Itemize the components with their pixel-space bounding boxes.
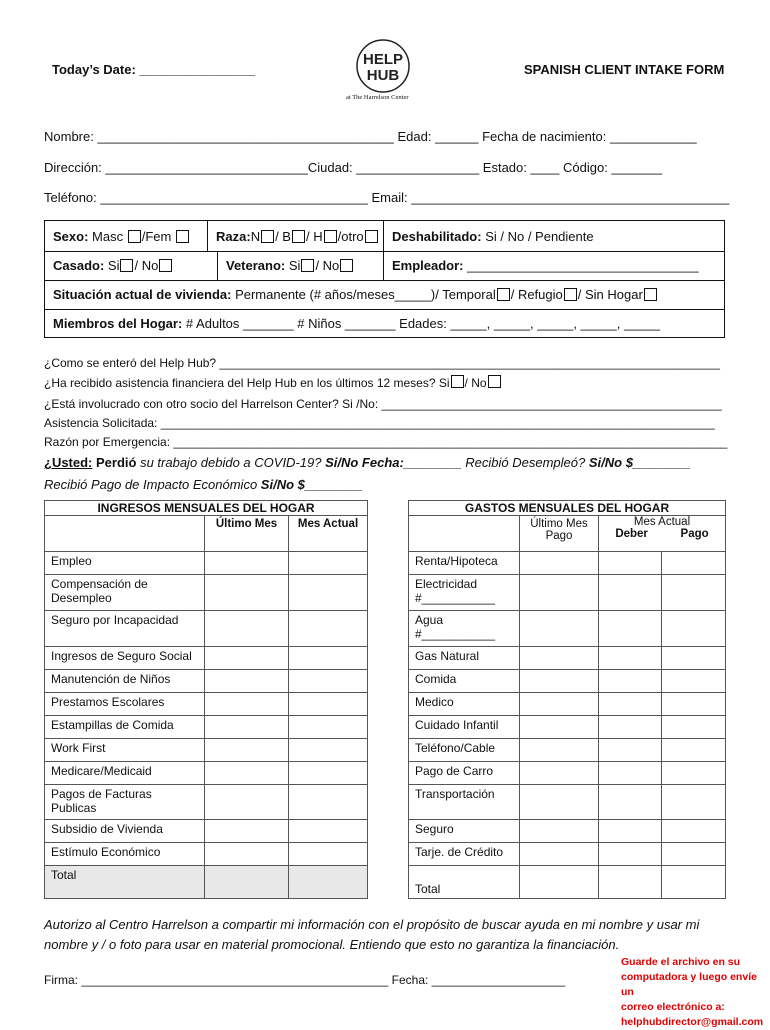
- row-label: Pagos de Facturas Publicas: [45, 785, 205, 820]
- row-label: Electricidad #___________: [409, 575, 520, 611]
- amount-cell[interactable]: [599, 693, 662, 716]
- help-hub-logo: [350, 36, 416, 102]
- table-row: [409, 762, 726, 785]
- table-row: [409, 866, 726, 899]
- amount-cell[interactable]: [662, 843, 726, 866]
- telefono-line[interactable]: Teléfono: _____________________________________ Email: ____________________________________________: [44, 190, 730, 205]
- row-label: Subsidio de Vivienda: [45, 820, 205, 843]
- empleador-cell[interactable]: Empleador: ________________________________: [383, 251, 724, 280]
- amount-cell[interactable]: [520, 843, 599, 866]
- expense-col-mes-actual: Mes Actual Deber Pago: [599, 516, 726, 552]
- amount-cell[interactable]: [205, 575, 289, 611]
- table-row: [45, 693, 368, 716]
- amount-cell[interactable]: [289, 762, 368, 785]
- table-row: [45, 611, 368, 647]
- raza-cell: Raza: N / B / H /otro: [207, 221, 383, 251]
- amount-cell[interactable]: [289, 820, 368, 843]
- table-row: [45, 716, 368, 739]
- amount-cell[interactable]: [599, 762, 662, 785]
- amount-cell[interactable]: [520, 785, 599, 820]
- raza-n-checkbox[interactable]: [261, 230, 274, 243]
- amount-cell[interactable]: [599, 785, 662, 820]
- amount-cell[interactable]: [599, 647, 662, 670]
- amount-cell[interactable]: [289, 575, 368, 611]
- amount-cell[interactable]: [289, 670, 368, 693]
- expense-table-title: GASTOS MENSUALES DEL HOGAR: [409, 501, 726, 516]
- row-label: Comida: [409, 670, 520, 693]
- amount-cell[interactable]: [289, 843, 368, 866]
- amount-cell[interactable]: [205, 739, 289, 762]
- table-row: [409, 611, 726, 647]
- veterano-no-checkbox[interactable]: [340, 259, 353, 272]
- amount-cell[interactable]: [599, 866, 662, 899]
- fem-checkbox[interactable]: [176, 230, 189, 243]
- table-row: [45, 739, 368, 762]
- masc-checkbox[interactable]: [128, 230, 141, 243]
- amount-cell[interactable]: [205, 843, 289, 866]
- amount-cell[interactable]: [599, 820, 662, 843]
- sin-hogar-checkbox[interactable]: [644, 288, 657, 301]
- nombre-line[interactable]: Nombre: _________________________________________ Edad: ______ Fecha de nacimiento: ____________: [44, 129, 697, 144]
- row-label: Medicare/Medicaid: [45, 762, 205, 785]
- amount-cell[interactable]: [205, 670, 289, 693]
- amount-cell[interactable]: [205, 716, 289, 739]
- vivienda-cell: Situación actual de vivienda: Permanente (# años/meses_____)/ Temporal / Refugio / Sin Hogar: [45, 280, 724, 309]
- refugio-checkbox[interactable]: [564, 288, 577, 301]
- amount-cell[interactable]: [289, 785, 368, 820]
- table-row: [409, 647, 726, 670]
- amount-cell[interactable]: [599, 611, 662, 647]
- amount-cell[interactable]: [205, 762, 289, 785]
- row-label: Compensación de Desempleo: [45, 575, 205, 611]
- amount-cell[interactable]: [662, 866, 726, 899]
- table-row: [409, 670, 726, 693]
- table-row: [409, 785, 726, 820]
- amount-cell[interactable]: [520, 611, 599, 647]
- logo-caption: at The Harrelson Center: [346, 94, 409, 101]
- q-asistencia-previa: ¿Ha recibido asistencia financiera del Help Hub en los últimos 12 meses? Si / No: [44, 375, 724, 390]
- table-row: [45, 820, 368, 843]
- amount-cell[interactable]: [205, 552, 289, 575]
- logo-help-text: HELP: [362, 51, 404, 68]
- table-row: [409, 843, 726, 866]
- row-label: Prestamos Escolares: [45, 693, 205, 716]
- row-label: Gas Natural: [409, 647, 520, 670]
- row-label: Total: [45, 866, 205, 899]
- amount-cell[interactable]: [520, 716, 599, 739]
- amount-cell[interactable]: [289, 716, 368, 739]
- table-row: [45, 866, 368, 899]
- expense-table: [408, 500, 726, 899]
- income-col-ultimo-mes: Último Mes: [205, 516, 289, 552]
- amount-cell[interactable]: [289, 611, 368, 647]
- todays-date-field[interactable]: Today’s Date: ________________: [52, 62, 256, 77]
- amount-cell[interactable]: [599, 716, 662, 739]
- row-label: Teléfono/Cable: [409, 739, 520, 762]
- row-label: Estampillas de Comida: [45, 716, 205, 739]
- amount-cell[interactable]: [520, 739, 599, 762]
- amount-cell[interactable]: [599, 575, 662, 611]
- amount-cell[interactable]: [599, 670, 662, 693]
- expense-col-pago: Pago: [680, 528, 709, 540]
- q-como-se-entero[interactable]: ¿Como se enteró del Help Hub? ___________________________________________________________________________: [44, 356, 720, 370]
- raza-otro-checkbox[interactable]: [365, 230, 378, 243]
- table-row: [409, 693, 726, 716]
- amount-cell[interactable]: [599, 739, 662, 762]
- amount-cell[interactable]: [520, 693, 599, 716]
- covid-line[interactable]: ¿Usted: Perdió su trabajo debido a COVID-19? Si/No Fecha:________ Recibió Desempleó? Si/No $________: [44, 455, 691, 470]
- row-label: Seguro: [409, 820, 520, 843]
- amount-cell[interactable]: [205, 693, 289, 716]
- amount-cell[interactable]: [662, 611, 726, 647]
- amount-cell[interactable]: [289, 693, 368, 716]
- table-row: [45, 785, 368, 820]
- amount-cell[interactable]: [289, 552, 368, 575]
- table-row: [45, 552, 368, 575]
- table-row: [409, 739, 726, 762]
- row-label: Total: [409, 866, 520, 899]
- amount-cell[interactable]: [289, 647, 368, 670]
- deshabilitado-cell[interactable]: Deshabilitado: Si / No / Pendiente: [383, 221, 724, 251]
- row-label: Agua #___________: [409, 611, 520, 647]
- logo-hub-text: HUB: [366, 67, 400, 84]
- amount-cell[interactable]: [289, 739, 368, 762]
- row-label: Transportación: [409, 785, 520, 820]
- amount-cell[interactable]: [662, 785, 726, 820]
- amount-cell[interactable]: [520, 552, 599, 575]
- expense-col-ultimo-mes: Último Mes Pago: [520, 516, 599, 552]
- asistencia-no-checkbox[interactable]: [488, 375, 501, 388]
- table-row: [45, 575, 368, 611]
- asistencia-si-checkbox[interactable]: [451, 375, 464, 388]
- raza-h-checkbox[interactable]: [324, 230, 337, 243]
- table-row: [45, 843, 368, 866]
- casado-cell: Casado: Si / No: [45, 251, 217, 280]
- amount-cell[interactable]: [520, 647, 599, 670]
- temporal-checkbox[interactable]: [497, 288, 510, 301]
- raza-b-checkbox[interactable]: [292, 230, 305, 243]
- table-row: [45, 670, 368, 693]
- row-label: Empleo: [45, 552, 205, 575]
- amount-cell[interactable]: [662, 693, 726, 716]
- row-label: Medico: [409, 693, 520, 716]
- amount-cell[interactable]: [662, 762, 726, 785]
- direccion-line[interactable]: Dirección: ____________________________Ciudad: _________________ Estado: ____ Código: _______: [44, 160, 663, 175]
- income-table: [44, 500, 368, 899]
- amount-cell[interactable]: [662, 716, 726, 739]
- amount-cell[interactable]: [289, 866, 368, 899]
- q-razon-emergencia[interactable]: Razón por Emergencia: ___________________________________________________________________________________: [44, 435, 728, 449]
- form-title: SPANISH CLIENT INTAKE FORM: [524, 62, 725, 77]
- row-label: Work First: [45, 739, 205, 762]
- amount-cell[interactable]: [520, 575, 599, 611]
- veterano-cell: Veterano: Si / No: [217, 251, 383, 280]
- amount-cell[interactable]: [205, 820, 289, 843]
- amount-cell[interactable]: [662, 552, 726, 575]
- amount-cell[interactable]: [205, 647, 289, 670]
- email-note: Guarde el archivo en su computadora y luego envíe un correo electrónico a: helphubdirector@gmail.com: [621, 956, 764, 1028]
- amount-cell[interactable]: [662, 739, 726, 762]
- amount-cell[interactable]: [599, 552, 662, 575]
- amount-cell[interactable]: [520, 670, 599, 693]
- amount-cell[interactable]: [662, 647, 726, 670]
- amount-cell[interactable]: [205, 611, 289, 647]
- amount-cell[interactable]: [205, 866, 289, 899]
- amount-cell[interactable]: [662, 670, 726, 693]
- row-label: Pago de Carro: [409, 762, 520, 785]
- row-label: Ingresos de Seguro Social: [45, 647, 205, 670]
- row-label: Cuidado Infantil: [409, 716, 520, 739]
- q-otro-socio[interactable]: ¿Está involucrado con otro socio del Harrelson Center? Si /No: ___________________________________________________: [44, 397, 722, 411]
- table-row: [45, 762, 368, 785]
- pago-impacto-line[interactable]: Recibió Pago de Impacto Económico Si/No $________: [44, 477, 363, 492]
- consent-text: Autorizo al Centro Harrelson a compartir mi información con el propósito de buscar ayuda en mi nombre y usar mi nombre y / o foto para usar en material promocional. Entiendo que esto no garantiza la financiación.: [44, 917, 700, 952]
- sexo-cell: Sexo: Masc /Fem: [45, 221, 207, 251]
- row-label: Estímulo Económico: [45, 843, 205, 866]
- amount-cell[interactable]: [599, 843, 662, 866]
- table-row: [409, 820, 726, 843]
- table-row: [409, 575, 726, 611]
- table-row: [45, 647, 368, 670]
- casado-si-checkbox[interactable]: [120, 259, 133, 272]
- row-label: Renta/Hipoteca: [409, 552, 520, 575]
- firma-fecha-line[interactable]: Firma: ______________________________________________ Fecha: ____________________: [44, 973, 566, 987]
- casado-no-checkbox[interactable]: [159, 259, 172, 272]
- amount-cell[interactable]: [662, 575, 726, 611]
- demographics-box: [44, 220, 725, 338]
- amount-cell[interactable]: [520, 866, 599, 899]
- table-row: [409, 716, 726, 739]
- row-label: Manutención de Niños: [45, 670, 205, 693]
- income-table-title: INGRESOS MENSUALES DEL HOGAR: [45, 501, 368, 516]
- miembros-cell[interactable]: Miembros del Hogar: # Adultos _______ # Niños _______ Edades: _____, _____, _____, _____, _____: [53, 315, 661, 331]
- amount-cell[interactable]: [520, 762, 599, 785]
- veterano-si-checkbox[interactable]: [301, 259, 314, 272]
- income-col-mes-actual: Mes Actual: [289, 516, 368, 552]
- row-label: Tarje. de Crédito: [409, 843, 520, 866]
- amount-cell[interactable]: [520, 820, 599, 843]
- row-label: Seguro por Incapacidad: [45, 611, 205, 647]
- amount-cell[interactable]: [662, 820, 726, 843]
- amount-cell[interactable]: [205, 785, 289, 820]
- expense-col-deber: Deber: [615, 528, 648, 540]
- table-row: [409, 552, 726, 575]
- q-asistencia-solicitada[interactable]: Asistencia Solicitada: ___________________________________________________________________________________: [44, 416, 715, 430]
